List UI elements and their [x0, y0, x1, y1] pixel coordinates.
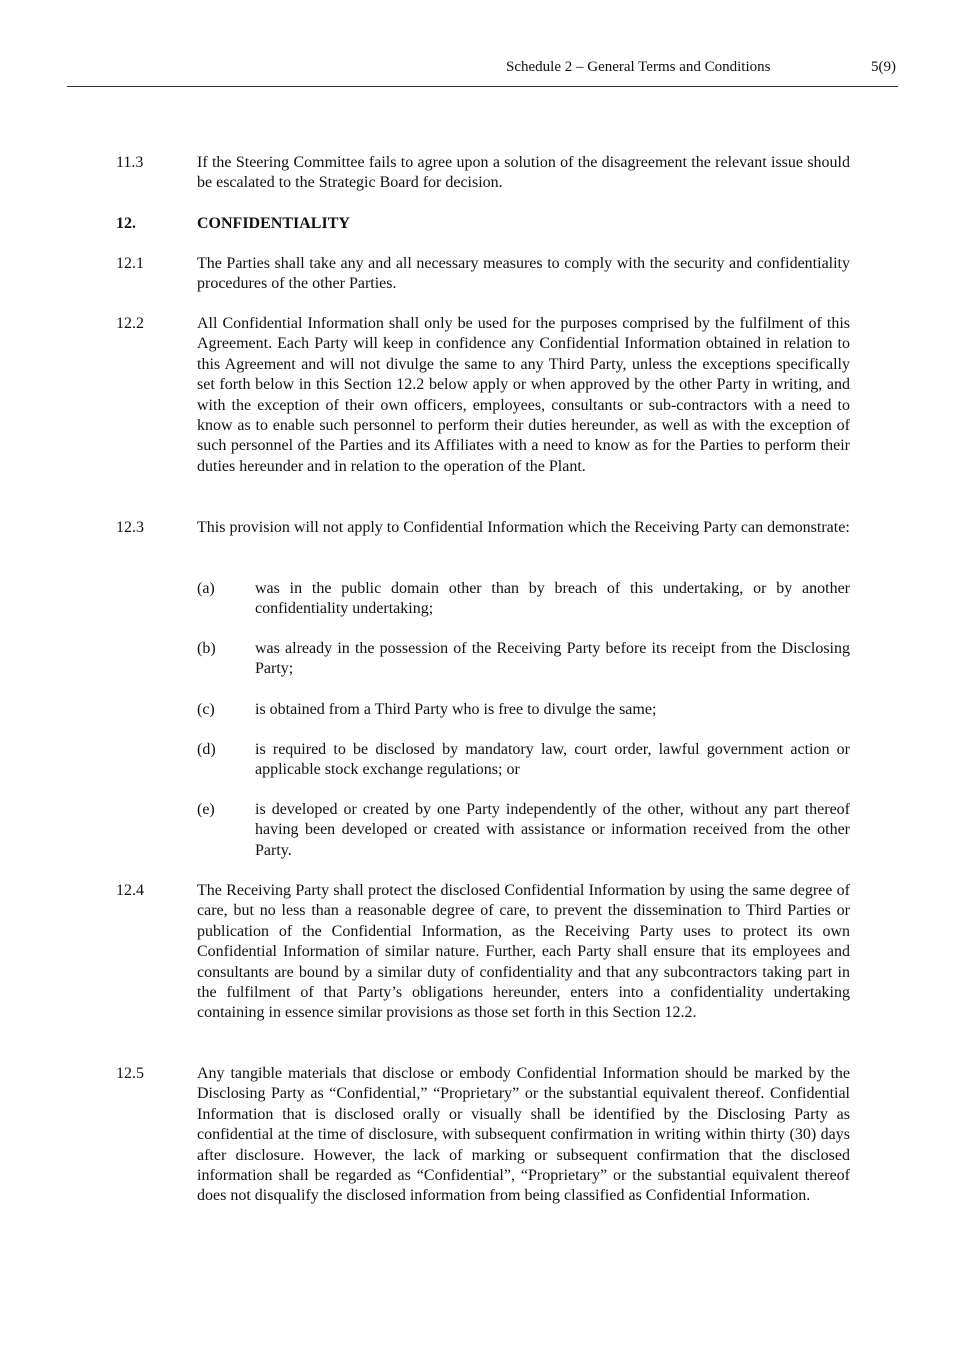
clause-text: The Parties shall take any and all necessary measures to comply with the security and confidentiality procedures of the other Parties.	[197, 255, 850, 293]
clause-text: All Confidential Information shall only be used for the purposes comprised by the fulfilment of this Agreement. Each Party will keep in confidence any Confidential Information obtained in relation to this Agreement and will not divulge the same to any Third Party, unless the exceptions specifically set forth below in this Section 12.2 below apply or when approved by the other Party in writing, and with the exception of their own officers, employees, consultants or sub-contractors with a need to know as to enable such personnel to perform their duties hereunder, as well as with the exception of such personnel of the Parties and its Affiliates with a need to know as for the Parties to perform their duties hereunder and in relation to the operation of the Plant.	[197, 315, 850, 475]
clause-number: 12.3	[116, 519, 144, 536]
header-title: Schedule 2 – General Terms and Conditions	[506, 59, 771, 75]
section-number: 12.	[116, 215, 136, 232]
list-item-label: (e)	[197, 801, 215, 818]
list-item-text: was already in the possession of the Receiving Party before its receipt from the Disclosing Party;	[255, 640, 850, 678]
list-item-text: is required to be disclosed by mandatory law, court order, lawful government action or applicable stock exchange regulations; or	[255, 741, 850, 779]
list-item-label: (b)	[197, 640, 216, 657]
list-item-label: (c)	[197, 701, 215, 718]
clause-number: 11.3	[116, 154, 144, 171]
clause-number: 12.4	[116, 882, 144, 899]
clause-number: 12.1	[116, 255, 144, 272]
list-item-text: is developed or created by one Party independently of the other, without any part thereof having been developed or created with assistance or information received from the other Party.	[255, 801, 850, 859]
section-title: CONFIDENTIALITY	[197, 215, 350, 232]
list-item-label: (d)	[197, 741, 216, 758]
clause-text: Any tangible materials that disclose or embody Confidential Information should be marked by the Disclosing Party as “Confidential,” “Proprietary” or the substantial equivalent thereof. Confidential Information that is disclosed orally or visually shall be identified by the Disclosing Party as confidential at the time of disclosure, with subsequent confirmation in writing within thirty (30) days after disclosure. However, the lack of marking or subsequent confirmation that the disclosed information shall be regarded as “Confidential”, “Proprietary” or the substantial equivalent thereof does not disqualify the disclosed information from being classified as Confidential Information.	[197, 1065, 850, 1205]
clause-number: 12.5	[116, 1065, 144, 1082]
clause-text: If the Steering Committee fails to agree upon a solution of the disagreement the relevant issue should be escalated to the Strategic Board for decision.	[197, 154, 850, 192]
clause-number: 12.2	[116, 315, 144, 332]
list-item-text: is obtained from a Third Party who is free to divulge the same;	[255, 701, 657, 718]
header-page-number: 5(9)	[871, 59, 896, 75]
clause-text: The Receiving Party shall protect the disclosed Confidential Information by using the same degree of care, but no less than a reasonable degree of care, to prevent the dissemination to Third Parties or publication of the Confidential Information, as the Receiving Party uses to protect its own Confidential Information of similar nature. Further, each Party shall ensure that its employees and consultants are bound by a similar duty of confidentiality and that any subcontractors taking part in the fulfilment of that Party’s obligations hereunder, enters into a confidentiality undertaking containing in essence similar provisions as those set forth in this Section 12.2.	[197, 882, 850, 1022]
clause-text: This provision will not apply to Confidential Information which the Receiving Party can demonstrate:	[197, 519, 850, 536]
list-item-text: was in the public domain other than by breach of this undertaking, or by another confidentiality undertaking;	[255, 580, 850, 618]
list-item-label: (a)	[197, 580, 215, 597]
page-header	[67, 58, 898, 87]
